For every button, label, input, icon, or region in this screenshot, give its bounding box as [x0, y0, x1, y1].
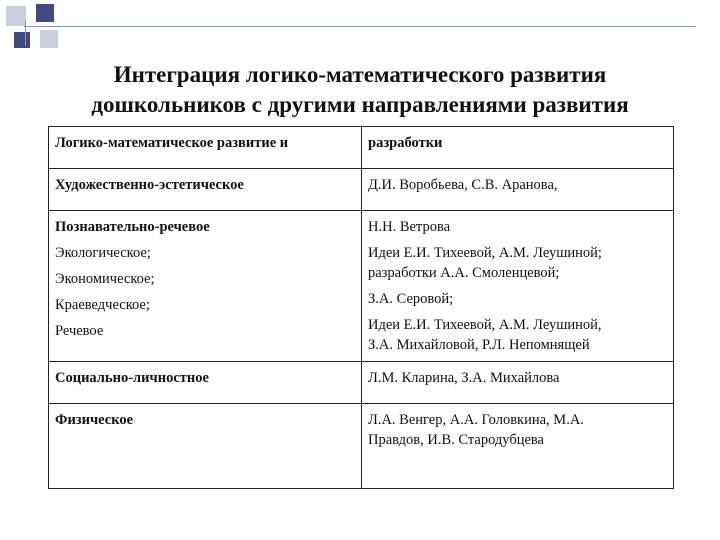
row-authors-cell — [362, 169, 674, 211]
authors-text: Идеи Е.И. Тихеевой, А.М. Леушиной, — [368, 317, 602, 333]
row-authors-cell — [362, 211, 674, 362]
authors-text: Л.М. Кларина, З.А. Михайлова — [368, 370, 560, 386]
authors-text: разработки А.А. Смоленцевой; — [368, 265, 560, 281]
slide-title — [0, 60, 720, 120]
table-header-row — [49, 127, 674, 169]
authors-text: Л.А. Венгер, А.А. Головкина, М.А. — [368, 412, 584, 428]
authors-text: Идеи Е.И. Тихеевой, А.М. Леушиной; — [368, 245, 602, 261]
direction-label: Социально-личностное — [55, 370, 209, 386]
subdirection-label: Краеведческое; — [55, 297, 150, 313]
direction-label: Художественно-эстетическое — [55, 177, 244, 193]
decor-square-light — [40, 30, 58, 48]
header-cell-authors: разработки — [362, 127, 674, 169]
subdirection-label: Речевое — [55, 323, 104, 339]
integration-table — [48, 126, 674, 489]
table-row — [49, 211, 674, 362]
row-authors-cell — [362, 404, 674, 489]
decor-square-dark — [14, 32, 30, 48]
row-direction-cell — [49, 404, 362, 489]
table-row — [49, 404, 674, 489]
authors-text: Д.И. Воробьева, С.В. Аранова, — [368, 177, 558, 193]
row-direction-cell — [49, 362, 362, 404]
table-row — [49, 169, 674, 211]
row-authors-cell — [362, 362, 674, 404]
authors-text: З.А. Серовой; — [368, 291, 454, 307]
slide-title-line-1: Интеграция логико-математического развития — [113, 62, 607, 87]
direction-label: Физическое — [55, 412, 134, 428]
authors-text: З.А. Михайловой, Р.Л. Непомнящей — [368, 337, 590, 353]
header-cell-direction: Логико-математическое развитие и — [49, 127, 362, 169]
authors-text: Правдов, И.В. Стародубцева — [368, 432, 544, 448]
decor-square-light — [6, 6, 26, 26]
authors-text: Н.Н. Ветрова — [368, 219, 451, 235]
row-direction-cell — [49, 169, 362, 211]
slide-title-line-2: дошкольников с другими направлениями развития — [91, 92, 629, 117]
direction-label: Познавательно-речевое — [55, 219, 210, 235]
table-row — [49, 362, 674, 404]
subdirection-label: Экологическое; — [55, 245, 151, 261]
subdirection-label: Экономическое; — [55, 271, 155, 287]
decor-vertical-line — [25, 20, 26, 46]
decor-square-dark — [36, 4, 54, 22]
row-direction-cell — [49, 211, 362, 362]
header-rule — [24, 26, 696, 27]
